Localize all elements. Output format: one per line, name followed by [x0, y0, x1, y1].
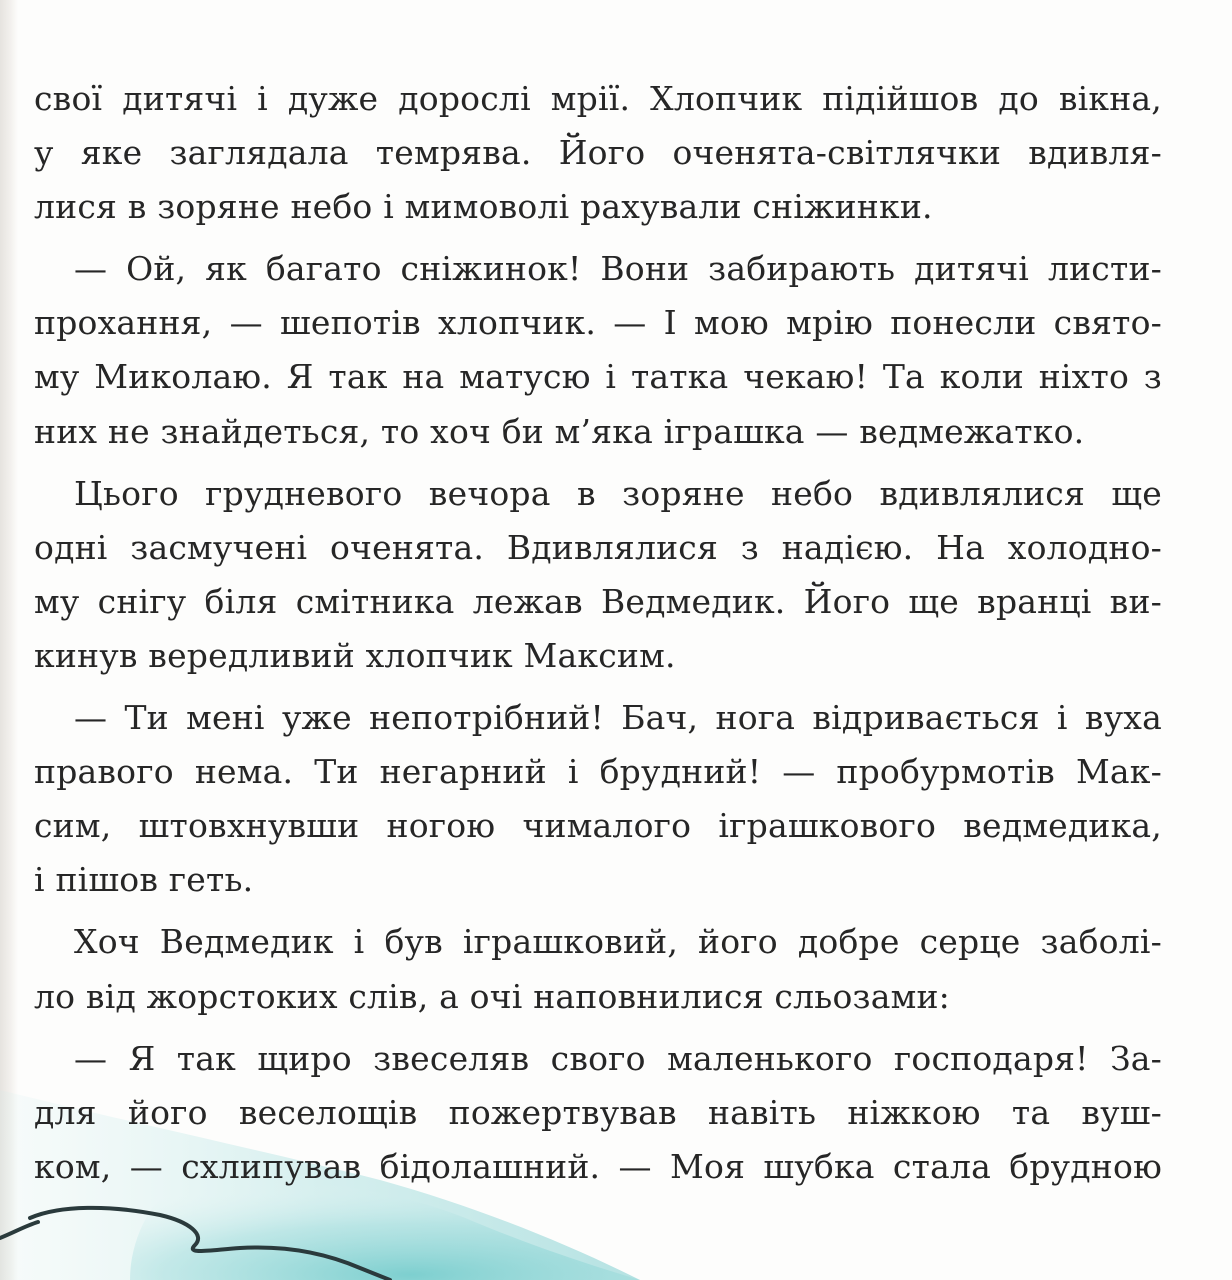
- paragraph-gap: [34, 683, 1162, 691]
- text-line: Цього грудневого вечора в зоряне небо вдивлялися ще: [74, 473, 1162, 513]
- text-line: правого нема. Ти негарний і брудний! — пробурмотів Мак-: [34, 752, 1162, 792]
- paragraph-gap: [34, 907, 1162, 915]
- story-text: [34, 72, 1162, 1194]
- text-line: — Я так щиро звеселяв свого маленького господаря! За-: [74, 1038, 1162, 1078]
- text-line: му снігу біля смітника лежав Ведмедик. Його ще вранці ви-: [34, 581, 1162, 621]
- paragraph-gap: [34, 459, 1162, 467]
- paragraph-gap: [34, 234, 1162, 242]
- text-line: — Ти мені уже непотрібний! Бач, нога відривається і вуха: [74, 698, 1162, 738]
- text-line: сим, штовхнувши ногою чималого іграшкового ведмедика,: [34, 806, 1162, 846]
- text-line: них не знайдеться, то хоч би м’яка іграшка — ведмежатко.: [34, 411, 1085, 451]
- text-line: — Ой, як багато сніжинок! Вони забирають дитячі листи-: [74, 249, 1162, 289]
- text-line: ло від жорстоких слів, а очі наповнилися сльозами:: [34, 976, 950, 1016]
- text-line: лися в зоряне небо і мимоволі рахували сніжинки.: [34, 187, 933, 227]
- text-line: у яке заглядала темрява. Його оченята-світлячки вдивля-: [34, 133, 1162, 173]
- text-line: кинув вередливий хлопчик Максим.: [34, 635, 676, 675]
- text-line: для його веселощів пожертвував навіть ніжкою та вуш-: [34, 1092, 1162, 1132]
- text-line: і пішов геть.: [34, 860, 254, 900]
- paragraph-gap: [34, 1024, 1162, 1032]
- text-line: одні засмучені оченята. Вдивлялися з надією. На холодно-: [34, 527, 1162, 567]
- text-line: прохання, — шепотів хлопчик. — І мою мрію понесли свято-: [34, 303, 1162, 343]
- text-line: Хоч Ведмедик і був іграшковий, його добре серце заболі-: [74, 922, 1162, 962]
- text-line: му Миколаю. Я так на матусю і татка чекаю! Та коли ніхто з: [34, 357, 1162, 397]
- text-line: свої дитячі і дуже дорослі мрії. Хлопчик підійшов до вікна,: [34, 79, 1162, 118]
- text-line: ком, — схлипував бідолашний. — Моя шубка стала брудною: [34, 1146, 1162, 1186]
